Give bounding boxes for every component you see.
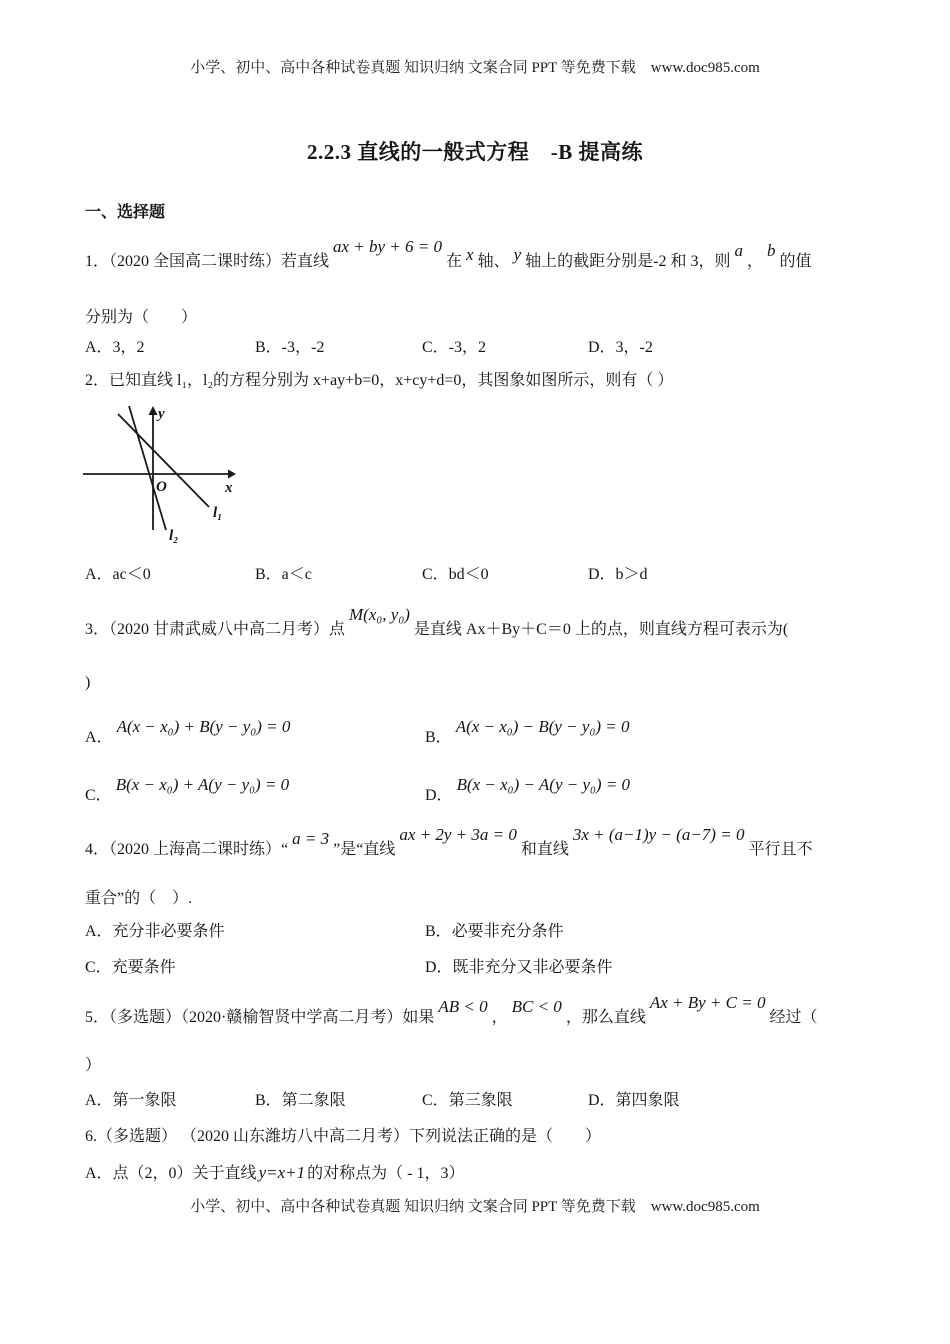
q6-option-a xyxy=(85,1162,464,1184)
q3-line2: ) xyxy=(85,674,91,691)
q5-line1 xyxy=(85,993,818,1028)
q2-option-d: D．b＞d xyxy=(588,566,648,583)
q4-formula-a3: a = 3 xyxy=(292,829,330,848)
q4-option-a: A．充分非必要条件 xyxy=(85,923,225,940)
q4-formula-line1: ax + 2y + 3a = 0 xyxy=(399,825,517,844)
q5-option-b: B．第二象限 xyxy=(255,1092,346,1109)
q1-formula-line-eq: ax + by + 6 = 0 xyxy=(333,237,443,256)
y-axis-arrow-icon xyxy=(149,406,158,415)
q1-line2: 分别为（ ） xyxy=(85,309,198,326)
q3-option-c xyxy=(85,775,293,806)
q2-option-a: A．ac＜0 xyxy=(85,566,151,583)
q5-formula-bc: BC < 0 xyxy=(511,997,562,1016)
q2-line1: 2．已知直线 l₁，l₂的方程分别为 x+ay+b=0，x+cy+d=0，其图象如图所示，则有（ ） xyxy=(85,372,674,389)
line-l2-label: l₂ xyxy=(169,528,179,544)
q5-formula-ab: AB < 0 xyxy=(438,997,488,1016)
q3-text-2: 是直线 Ax＋By＋C＝0 上的点，则直线方程可表示为( xyxy=(413,621,789,638)
page-header: 小学、初中、高中各种试卷真题 知识归纳 文案合同 PPT 等免费下载 www.doc985.com xyxy=(190,60,760,76)
section-heading: 一、选择题 xyxy=(85,204,166,221)
q3-option-a xyxy=(85,717,294,748)
q5-text-3: ，那么直线 xyxy=(565,1009,646,1026)
origin-label: O xyxy=(156,479,167,495)
q4-text-1: 4．（2020 上海高二课时练）“ xyxy=(85,841,289,858)
q4-text-2: ”是“直线 xyxy=(333,841,396,858)
y-axis-label: y xyxy=(158,406,165,422)
q4-option-c: C．充要条件 xyxy=(85,959,176,976)
q1-formula-a: a xyxy=(734,241,743,260)
q2-option-b: B．a＜c xyxy=(255,566,312,583)
q3-option-a-formula: A(x − x₀) + B(y − y₀) = 0 xyxy=(116,717,291,736)
q3-option-b-label: B． xyxy=(425,729,452,746)
q2-graph xyxy=(83,398,253,548)
q5-formula-line: Ax + By + C = 0 xyxy=(649,993,766,1012)
q5-option-d: D．第四象限 xyxy=(588,1092,680,1109)
page-title: 2.2.3 直线的一般式方程 -B 提高练 xyxy=(307,140,643,164)
line-l2 xyxy=(129,406,166,530)
q5-option-a: A．第一象限 xyxy=(85,1092,177,1109)
q3-option-c-label: C． xyxy=(85,787,112,804)
q6-option-a-formula: y=x+1 xyxy=(258,1163,306,1182)
q3-option-d-formula: B(x − x₀) − A(y − y₀) = 0 xyxy=(456,775,631,794)
q1-line1 xyxy=(85,237,812,272)
q4-text-4: 平行且不 xyxy=(748,841,813,858)
q3-option-d xyxy=(425,775,634,806)
q4-formula-line2: 3x + (a−1)y − (a−7) = 0 xyxy=(572,825,745,844)
q5-text-4: 经过（ xyxy=(769,1009,818,1026)
page-footer: 小学、初中、高中各种试卷真题 知识归纳 文案合同 PPT 等免费下载 www.doc985.com xyxy=(190,1199,760,1215)
q3-line1 xyxy=(85,605,789,640)
q1-text-1: 1．（2020 全国高二课时练）若直线 xyxy=(85,253,330,270)
q1-option-a: A．3，2 xyxy=(85,339,145,356)
q3-option-d-label: D． xyxy=(425,787,453,804)
q3-text-1: 3．（2020 甘肃武威八中高二月考）点 xyxy=(85,621,346,638)
q1-text-3: 轴、 xyxy=(477,253,510,270)
q4-text-3: 和直线 xyxy=(520,841,569,858)
q1-formula-x: x xyxy=(466,245,474,264)
q4-line1 xyxy=(85,825,813,860)
q1-option-b: B．-3，-2 xyxy=(255,339,325,356)
q6-option-a-text-2: 的对称点为（ - 1，3） xyxy=(307,1165,465,1182)
q4-option-b: B．必要非充分条件 xyxy=(425,923,564,940)
q4-line2: 重合”的（ ）. xyxy=(85,890,193,907)
q5-text-2: ， xyxy=(491,1009,508,1026)
x-axis-arrow-icon xyxy=(228,470,236,479)
q1-text-4: 轴上的截距分别是-2 和 3，则 xyxy=(525,253,731,270)
q1-formula-y: y xyxy=(513,245,522,264)
line-l1-label: l₁ xyxy=(213,505,223,521)
q6-option-a-text-1: A．点（2，0）关于直线 xyxy=(85,1165,257,1182)
x-axis-label: x xyxy=(225,480,233,496)
q3-option-a-label: A． xyxy=(85,729,113,746)
q3-formula-point: M(x₀, y₀) xyxy=(349,605,410,624)
q3-option-b-formula: A(x − x₀) − B(y − y₀) = 0 xyxy=(455,717,630,736)
q4-option-d: D．既非充分又非必要条件 xyxy=(425,959,613,976)
q6-line1: 6.（多选题） （2020 山东潍坊八中高二月考）下列说法正确的是（ ） xyxy=(85,1128,602,1145)
q3-option-c-formula: B(x − x₀) + A(y − y₀) = 0 xyxy=(115,775,290,794)
q1-formula-b: b xyxy=(767,241,776,260)
q5-line2: ） xyxy=(85,1057,102,1074)
q3-option-b xyxy=(425,717,634,748)
q1-option-d: D．3，-2 xyxy=(588,339,653,356)
q1-text-2: 在 xyxy=(446,253,463,270)
q1-text-6: 的值 xyxy=(779,253,812,270)
q1-option-c: C．-3，2 xyxy=(422,339,487,356)
q5-option-c: C．第三象限 xyxy=(422,1092,513,1109)
q1-text-5: ， xyxy=(747,253,764,270)
q2-option-c: C．bd＜0 xyxy=(422,566,489,583)
q5-text-1: 5．（多选题）（2020·赣榆智贤中学高二月考）如果 xyxy=(85,1009,435,1026)
